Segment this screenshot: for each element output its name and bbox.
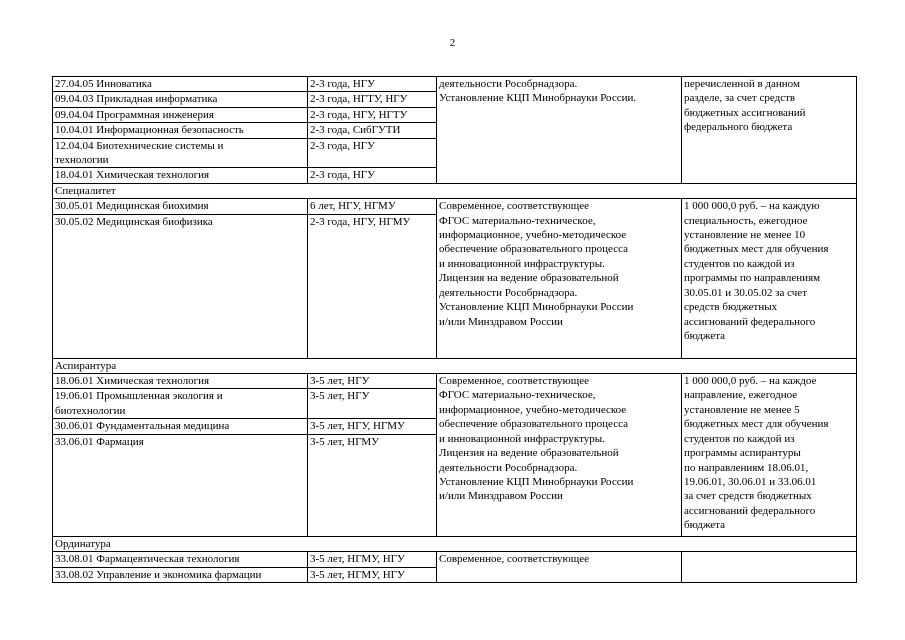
program-cell: 19.06.01 Промышленная экология и биотехнологии [53,389,308,419]
term-cell: 3-5 лет, НГУ [308,374,437,389]
table-row [53,374,857,389]
section-heading: Специалитет [53,183,857,198]
table-row [53,199,857,214]
program-cell: 33.08.02 Управление и экономика фармации [53,567,308,582]
program-cell: 27.04.05 Инноватика [53,77,308,92]
table-row [53,77,857,92]
program-cell: 18.04.01 Химическая технология [53,168,308,183]
term-cell: 2-3 года, НГТУ, НГУ [308,92,437,107]
program-cell: 12.04.04 Биотехнические системы и технологии [53,138,308,168]
funding-cell: перечисленной в данном разделе, за счет средств бюджетных ассигнований федерального бюджета [682,77,857,184]
section-heading-row [53,183,857,198]
term-cell: 6 лет, НГУ, НГМУ [308,199,437,214]
section-heading-row [53,358,857,373]
program-cell: 33.06.01 Фармация [53,434,308,536]
term-cell: 2-3 года, НГУ [308,168,437,183]
term-cell: 3-5 лет, НГМУ, НГУ [308,567,437,582]
program-cell: 30.05.01 Медицинская биохимия [53,199,308,214]
term-cell: 3-5 лет, НГМУ [308,434,437,536]
requirements-cell: Современное, соответствующее [437,552,682,583]
page-number: 2 [449,37,456,49]
term-cell: 3-5 лет, НГУ, НГМУ [308,419,437,434]
funding-cell: 1 000 000,0 руб. – на каждое направление, ежегодное установление не менее 5 бюджетных мест для обучения студентов по каждой из программы аспирантуры по направлениям 18.06.01, 19.06.01, 30.06.01 и 33.06.01 за счет средств бюджетных ассигнований федерального бюджета [682,374,857,537]
program-cell: 09.04.03 Прикладная информатика [53,92,308,107]
requirements-cell: Современное, соответствующее ФГОС материально-техническое, информационное, учебно-методическое обеспечение образовательного процесса и инновационной инфраструктуры. Лицензия на ведение образовательной деятельности Рособрнадзора. Установление КЦП Минобрнауки России и/или Минздравом России [437,199,682,358]
program-cell: 10.04.01 Информационная безопасность [53,123,308,138]
program-cell: 33.08.01 Фармацевтическая технология [53,552,308,567]
requirements-cell: деятельности Рособрнадзора. Установление КЦП Минобрнауки России. [437,77,682,184]
term-cell: 2-3 года, СибГУТИ [308,123,437,138]
program-cell: 09.04.04 Программная инженерия [53,107,308,122]
program-cell: 30.06.01 Фундаментальная медицина [53,419,308,434]
term-cell: 2-3 года, НГУ, НГТУ [308,107,437,122]
term-cell: 3-5 лет, НГУ [308,389,437,419]
table-row [53,552,857,567]
term-cell: 3-5 лет, НГМУ, НГУ [308,552,437,567]
term-cell: 2-3 года, НГУ [308,77,437,92]
section-heading: Ординатура [53,536,857,551]
program-cell: 30.05.02 Медицинская биофизика [53,214,308,358]
section-heading-row [53,536,857,551]
funding-cell: 1 000 000,0 руб. – на каждую специальность, ежегодное установление не менее 10 бюджетных мест для обучения студентов по каждой из программы по направлениям 30.05.01 и 30.05.02 за счет средств бюджетных ассигнований федерального бюджета [682,199,857,358]
programs-table-body [53,77,857,583]
program-cell: 18.06.01 Химическая технология [53,374,308,389]
funding-cell [682,552,857,583]
term-cell: 2-3 года, НГУ, НГМУ [308,214,437,358]
requirements-cell: Современное, соответствующее ФГОС материально-техническое, информационное, учебно-методическое обеспечение образовательного процесса и инновационной инфраструктуры. Лицензия на ведение образовательной деятельности Рособрнадзора. Установление КЦП Минобрнауки России и/или Минздравом России [437,374,682,537]
section-heading: Аспирантура [53,358,857,373]
term-cell: 2-3 года, НГУ [308,138,437,168]
programs-table [52,76,857,583]
